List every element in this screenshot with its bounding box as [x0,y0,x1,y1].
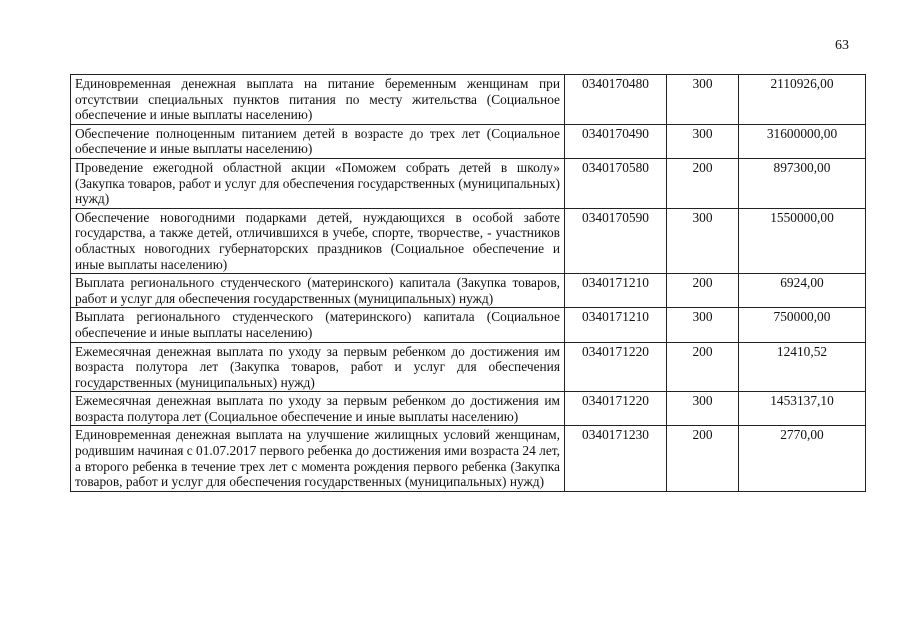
row-amount: 6924,00 [739,274,866,308]
row-amount: 2770,00 [739,426,866,491]
row-target-code: 0340171220 [565,392,667,426]
row-expense-type: 300 [667,75,739,125]
row-target-code: 0340171210 [565,308,667,342]
row-expense-type: 200 [667,342,739,392]
row-target-code: 0340170590 [565,208,667,273]
row-expense-type: 300 [667,308,739,342]
table-row [71,208,866,273]
row-amount: 2110926,00 [739,75,866,125]
budget-table [70,74,866,492]
row-amount: 12410,52 [739,342,866,392]
row-description: Ежемесячная денежная выплата по уходу за первым ребенком до достижения им возраста полутора лет (Социальное обеспечение и иные выплаты населению) [71,392,565,426]
row-target-code: 0340170490 [565,124,667,158]
row-target-code: 0340170480 [565,75,667,125]
table-row [71,158,866,208]
row-description: Ежемесячная денежная выплата по уходу за первым ребенком до достижения им возраста полутора лет (Закупка товаров, работ и услуг для обеспечения государственных (муниципальных) нужд) [71,342,565,392]
row-expense-type: 300 [667,124,739,158]
table-row [71,274,866,308]
row-description: Обеспечение полноценным питанием детей в возрасте до трех лет (Социальное обеспечение и иные выплаты населению) [71,124,565,158]
row-description: Единовременная денежная выплата на питание беременным женщинам при отсутствии специальных пунктов питания по месту жительства (Социальное обеспечение и иные выплаты населению) [71,75,565,125]
row-description: Выплата регионального студенческого (материнского) капитала (Закупка товаров, работ и услуг для обеспечения государственных (муниципальных) нужд) [71,274,565,308]
row-expense-type: 300 [667,208,739,273]
table-row [71,308,866,342]
row-amount: 31600000,00 [739,124,866,158]
table-row [71,392,866,426]
row-description: Единовременная денежная выплата на улучшение жилищных условий женщинам, родившим начиная с 01.07.2017 первого ребенка до достижения ими возраста 24 лет, а второго ребенка в течение трех лет с момента рождения первого ребенка (Закупка товаров, работ и услуг для обеспечения государственных (муниципальных) нужд) [71,426,565,491]
page-number: 63 [835,38,849,53]
row-amount: 1550000,00 [739,208,866,273]
row-description: Проведение ежегодной областной акции «Поможем собрать детей в школу» (Закупка товаров, работ и услуг для обеспечения государственных (муниципальных) нужд) [71,158,565,208]
table-row [71,426,866,491]
row-expense-type: 200 [667,426,739,491]
table-row [71,342,866,392]
row-expense-type: 200 [667,274,739,308]
row-target-code: 0340171220 [565,342,667,392]
row-amount: 750000,00 [739,308,866,342]
row-description: Выплата регионального студенческого (материнского) капитала (Социальное обеспечение и иные выплаты населению) [71,308,565,342]
row-expense-type: 200 [667,158,739,208]
row-amount: 897300,00 [739,158,866,208]
row-expense-type: 300 [667,392,739,426]
row-target-code: 0340171210 [565,274,667,308]
table-row [71,124,866,158]
table-row [71,75,866,125]
row-description: Обеспечение новогодними подарками детей, нуждающихся в особой заботе государства, а также детей, отличившихся в учебе, спорте, творчестве, - участников областных новогодних губернаторских праздников (Социальное обеспечение и иные выплаты населению) [71,208,565,273]
row-target-code: 0340170580 [565,158,667,208]
row-amount: 1453137,10 [739,392,866,426]
row-target-code: 0340171230 [565,426,667,491]
